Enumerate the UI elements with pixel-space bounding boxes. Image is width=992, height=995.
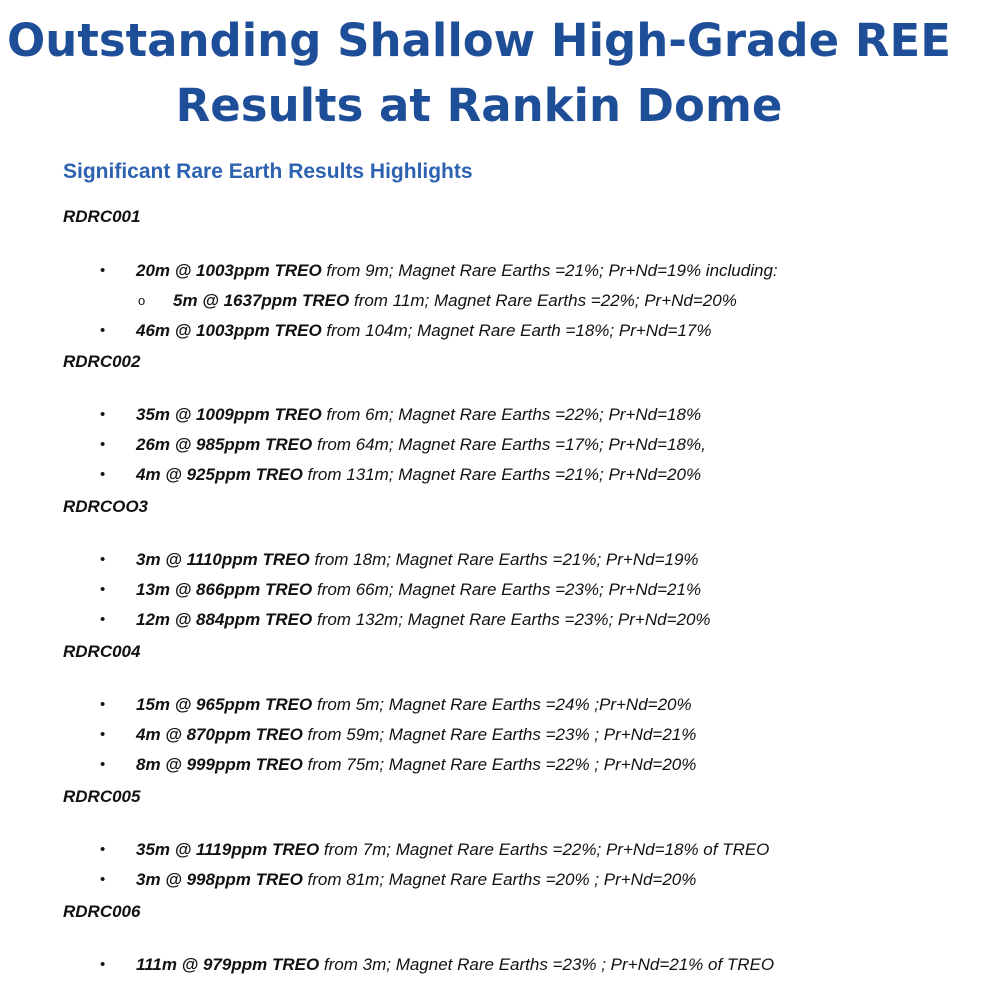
results-document [63,205,963,980]
result-item [63,950,963,980]
result-detail: from 9m; Magnet Rare Earths =21%; Pr+Nd=19% including: [321,261,778,280]
hole-section [63,785,963,900]
bullet-icon: • [100,406,106,423]
hole-section [63,205,963,350]
bullet-icon: • [100,696,106,713]
hole-id: RDRC001 [63,207,141,226]
hole-section [63,495,963,640]
intercept: 35m @ 1119ppm TREO [136,840,320,859]
result-item [63,460,963,490]
result-detail: from 75m; Magnet Rare Earths =22% ; Pr+Nd=20% [302,755,697,774]
intercept: 4m @ 870ppm TREO [136,725,303,744]
result-sub-item [63,286,963,316]
hole-id: RDRC004 [63,642,141,661]
result-detail: from 81m; Magnet Rare Earths =20% ; Pr+Nd=20% [302,870,697,889]
result-detail: from 132m; Magnet Rare Earths =23%; Pr+Nd=20% [312,610,711,629]
circle-bullet-icon: o [138,293,146,308]
result-item [63,430,963,460]
bullet-icon: • [100,841,106,858]
bullet-icon: • [100,611,106,628]
bullet-icon: • [100,756,106,773]
page-title [0,8,958,138]
result-item [63,750,963,780]
bullet-icon: • [100,262,106,279]
page-title-line-1: Outstanding Shallow High-Grade REE [7,14,951,67]
result-list [63,835,963,895]
hole-id: RDRC005 [63,787,141,806]
intercept: 4m @ 925ppm TREO [136,465,303,484]
result-list [63,545,963,635]
result-list [63,400,963,490]
hole-id: RDRC002 [63,352,141,371]
result-item [63,256,963,286]
result-detail: from 6m; Magnet Rare Earths =22%; Pr+Nd=18% [321,405,702,424]
intercept: 20m @ 1003ppm TREO [136,261,322,280]
result-list [63,256,963,346]
result-item [63,545,963,575]
section-heading: Significant Rare Earth Results Highlights [63,160,473,183]
intercept: 26m @ 985ppm TREO [136,435,313,454]
bullet-icon: • [100,551,106,568]
intercept: 13m @ 866ppm TREO [136,580,313,599]
intercept: 5m @ 1637ppm TREO [173,291,350,310]
hole-section [63,350,963,495]
bullet-icon: • [100,581,106,598]
result-item [63,865,963,895]
hole-section [63,900,963,980]
result-item [63,575,963,605]
bullet-icon: • [100,436,106,453]
result-detail: from 131m; Magnet Rare Earths =21%; Pr+Nd=20% [302,465,702,484]
intercept: 35m @ 1009ppm TREO [136,405,322,424]
result-detail: from 3m; Magnet Rare Earths =23% ; Pr+Nd=21% of TREO [319,955,775,974]
result-detail: from 7m; Magnet Rare Earths =22%; Pr+Nd=18% of TREO [319,840,770,859]
result-list [63,950,963,980]
intercept: 8m @ 999ppm TREO [136,755,303,774]
page-title-line-2: Results at Rankin Dome [175,79,783,132]
result-detail: from 66m; Magnet Rare Earths =23%; Pr+Nd=21% [312,580,702,599]
result-detail: from 59m; Magnet Rare Earths =23% ; Pr+Nd=21% [302,725,697,744]
bullet-icon: • [100,956,106,973]
result-item [63,720,963,750]
intercept: 3m @ 1110ppm TREO [136,550,310,569]
result-item [63,400,963,430]
bullet-icon: • [100,871,106,888]
result-item [63,835,963,865]
intercept: 15m @ 965ppm TREO [136,695,313,714]
intercept: 111m @ 979ppm TREO [136,955,320,974]
result-detail: from 104m; Magnet Rare Earth =18%; Pr+Nd=17% [321,321,712,340]
hole-id: RDRCOO3 [63,497,149,516]
result-detail: from 5m; Magnet Rare Earths =24% ;Pr+Nd=20% [312,695,692,714]
result-item [63,316,963,346]
intercept: 46m @ 1003ppm TREO [136,321,322,340]
bullet-icon: • [100,726,106,743]
hole-section [63,640,963,785]
result-detail: from 11m; Magnet Rare Earths =22%; Pr+Nd=20% [349,291,737,310]
result-item [63,605,963,635]
result-detail: from 18m; Magnet Rare Earths =21%; Pr+Nd=19% [309,550,699,569]
bullet-icon: • [100,322,106,339]
result-detail: from 64m; Magnet Rare Earths =17%; Pr+Nd=18%, [312,435,706,454]
bullet-icon: • [100,466,106,483]
result-list [63,690,963,780]
intercept: 12m @ 884ppm TREO [136,610,313,629]
hole-id: RDRC006 [63,902,141,921]
result-item [63,690,963,720]
intercept: 3m @ 998ppm TREO [136,870,303,889]
